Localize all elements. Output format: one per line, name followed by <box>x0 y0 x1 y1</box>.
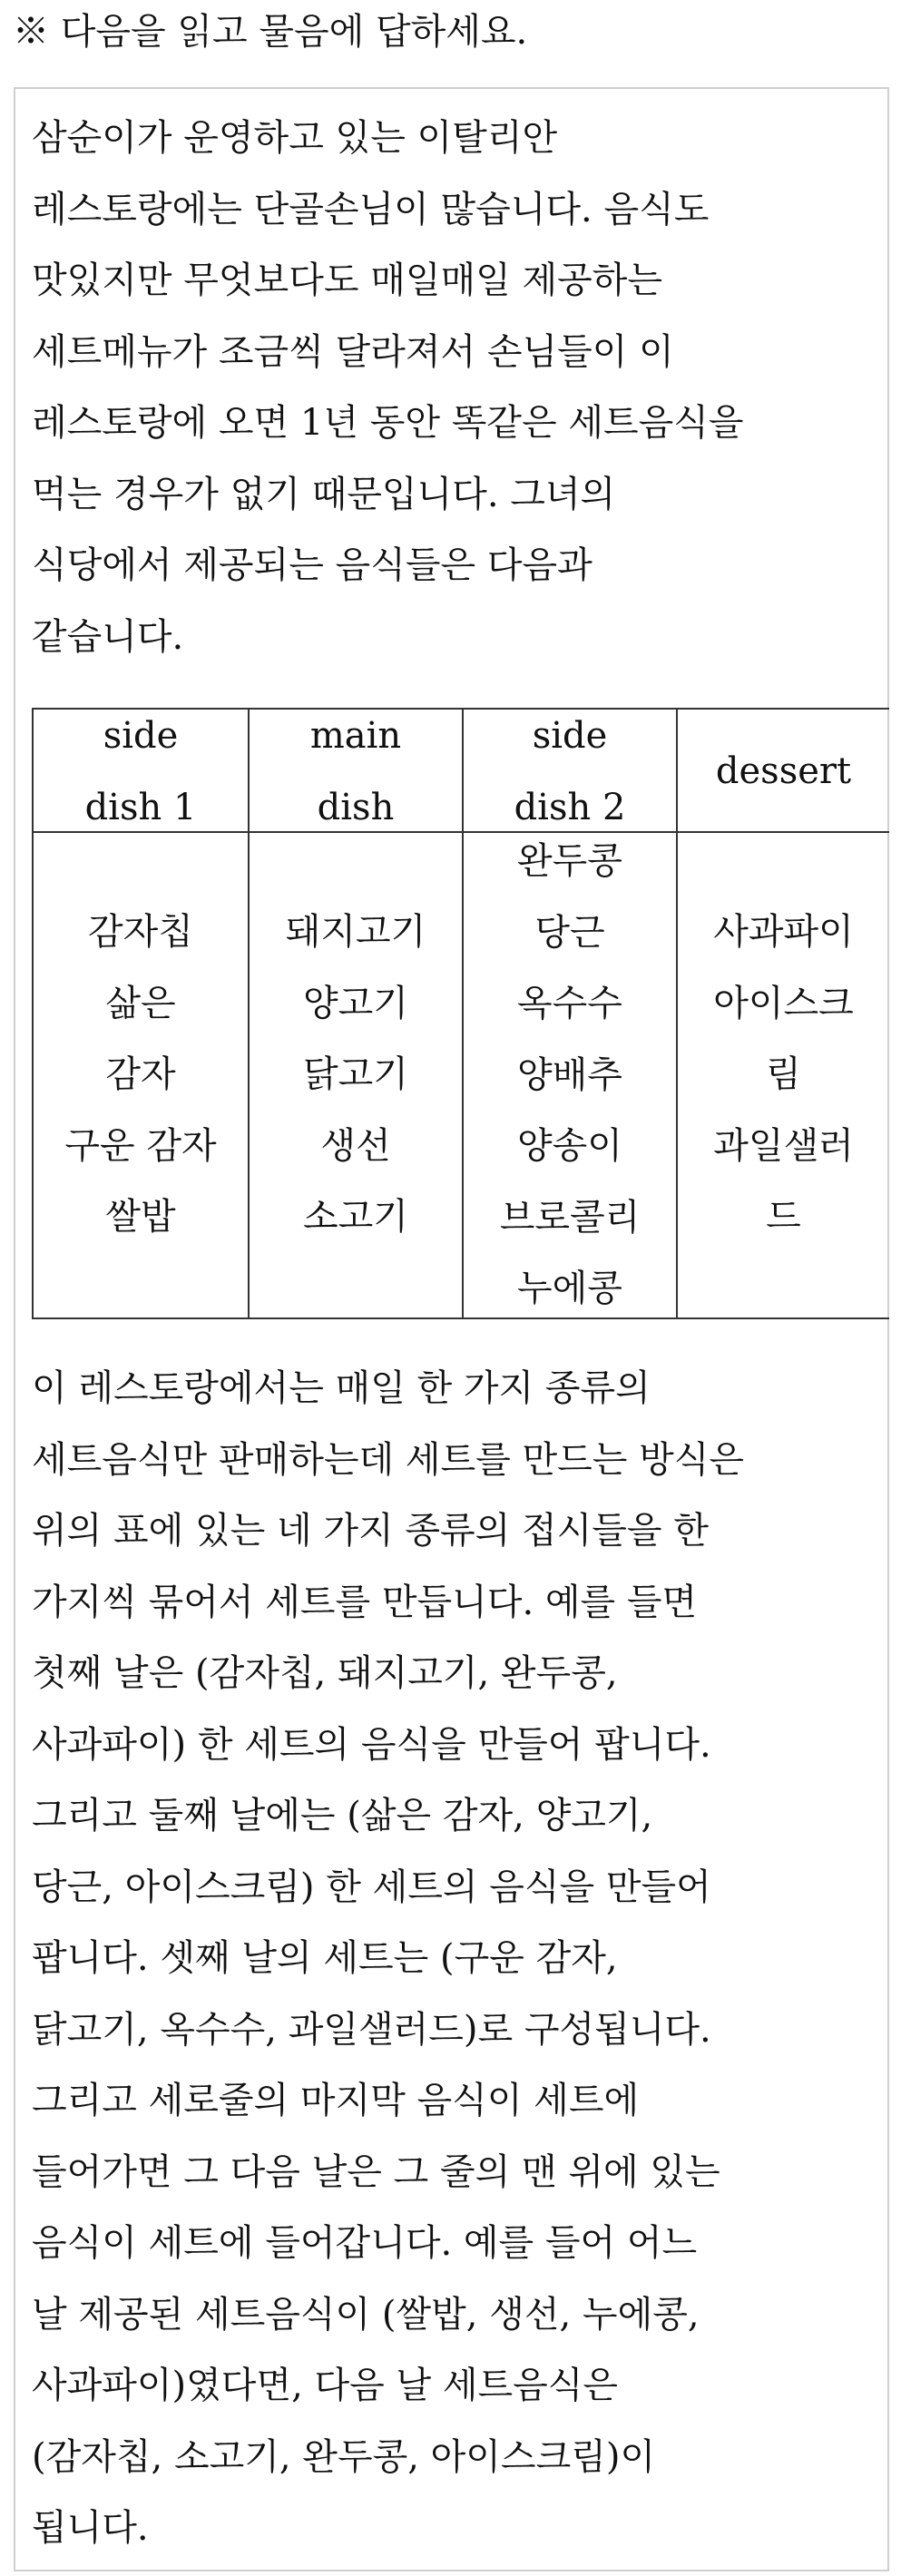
header-text: dish 2 <box>514 786 626 828</box>
explanation-line: 첫째 날은 (감자칩, 돼지고기, 완두콩, <box>32 1652 618 1694</box>
menu-item: 당근 <box>534 911 605 954</box>
menu-item: 림 <box>766 1053 801 1095</box>
header-text: side <box>532 715 608 757</box>
column-dessert <box>678 833 889 1319</box>
header-text: side <box>103 715 179 757</box>
explanation-line: 그리고 세로줄의 마지막 음식이 세트에 <box>32 2080 640 2121</box>
explanation-paragraph <box>32 1353 889 2564</box>
column-side-dish-1 <box>34 833 250 1319</box>
menu-item: 닭고기 <box>303 1053 408 1095</box>
intro-line: 같습니다. <box>32 615 184 658</box>
menu-item: 생선 <box>320 1124 391 1167</box>
menu-item: 양고기 <box>303 982 408 1024</box>
header-side-dish-2 <box>464 710 678 833</box>
intro-line: 삼순이가 운영하고 있는 이탈리안 <box>32 117 558 159</box>
column-side-dish-2 <box>464 833 678 1319</box>
menu-item: 사과파이 <box>713 911 854 953</box>
intro-paragraph <box>32 103 889 672</box>
explanation-line: 사과파이)였다면, 다음 날 세트음식은 <box>32 2365 619 2406</box>
explanation-line: 됩니다. <box>32 2507 149 2549</box>
intro-line: 레스토랑에 오면 1년 동안 똑같은 세트음식을 <box>32 402 744 444</box>
explanation-line: 세트음식만 판매하는데 세트를 만드는 방식은 <box>32 1438 745 1481</box>
menu-item: 돼지고기 <box>285 911 426 953</box>
column-main-dish <box>250 833 464 1319</box>
intro-line: 식당에서 제공되는 음식들은 다음과 <box>32 544 593 586</box>
explanation-line: 들어가면 그 다음 날은 그 줄의 맨 위에 있는 <box>32 2150 720 2193</box>
intro-line: 먹는 경우가 없기 때문입니다. 그녀의 <box>32 473 616 515</box>
explanation-line: 위의 표에 있는 네 가지 종류의 접시들을 한 <box>32 1510 709 1552</box>
explanation-line: 사과파이) 한 세트의 음식을 만들어 팝니다. <box>32 1723 711 1766</box>
explanation-line: 음식이 세트에 들어갑니다. 예를 들어 어느 <box>32 2222 698 2264</box>
menu-item: 누에콩 <box>517 1268 622 1309</box>
explanation-line: 닭고기, 옥수수, 과일샐러드)로 구성됩니다. <box>32 2008 711 2051</box>
explanation-line: 이 레스토랑에서는 매일 한 가지 종류의 <box>32 1367 651 1409</box>
header-text: main <box>309 715 402 757</box>
menu-item: 아이스크 <box>713 982 854 1024</box>
intro-line: 레스토랑에는 단골손님이 많습니다. 음식도 <box>32 188 710 230</box>
menu-item: 과일샐러 <box>713 1124 854 1167</box>
header-dessert <box>678 710 889 833</box>
explanation-line: 날 제공된 세트음식이 (쌀밥, 생선, 누에콩, <box>32 2293 700 2336</box>
header-text: dish 1 <box>84 786 197 828</box>
explanation-line: (감자칩, 소고기, 완두콩, 아이스크림)이 <box>32 2435 656 2478</box>
explanation-line: 그리고 둘째 날에는 (삶은 감자, 양고기, <box>32 1795 653 1837</box>
menu-item: 구운 감자 <box>64 1124 217 1167</box>
menu-item: 소고기 <box>303 1196 408 1238</box>
menu-table <box>32 708 889 1319</box>
explanation-line: 팝니다. 셋째 날의 세트는 (구운 감자, <box>32 1937 618 1979</box>
menu-item: 감자칩 <box>88 911 193 953</box>
intro-line: 맛있지만 무엇보다도 매일매일 제공하는 <box>32 260 663 301</box>
intro-line: 세트메뉴가 조금씩 달라져서 손님들이 이 <box>32 330 674 373</box>
explanation-line: 가지씩 묶어서 세트를 만듭니다. 예를 들면 <box>32 1581 698 1623</box>
menu-item: 양송이 <box>517 1125 622 1167</box>
instruction-text: ※ 다음을 읽고 물음에 답하세요. <box>13 11 528 53</box>
header-text: dish <box>317 786 395 828</box>
menu-item: 양배추 <box>517 1053 622 1096</box>
explanation-line: 당근, 아이스크림) 한 세트의 음식을 만들어 <box>32 1866 711 1908</box>
header-text: dessert <box>715 750 852 792</box>
menu-item: 삶은 <box>105 982 176 1024</box>
menu-item: 완두콩 <box>517 840 622 882</box>
menu-item: 감자 <box>105 1053 176 1095</box>
menu-item: 쌀밥 <box>105 1196 176 1238</box>
menu-item: 드 <box>766 1196 801 1238</box>
header-side-dish-1 <box>34 710 250 833</box>
menu-item: 브로콜리 <box>499 1196 641 1239</box>
menu-item: 옥수수 <box>517 983 622 1024</box>
header-main-dish <box>250 710 464 833</box>
